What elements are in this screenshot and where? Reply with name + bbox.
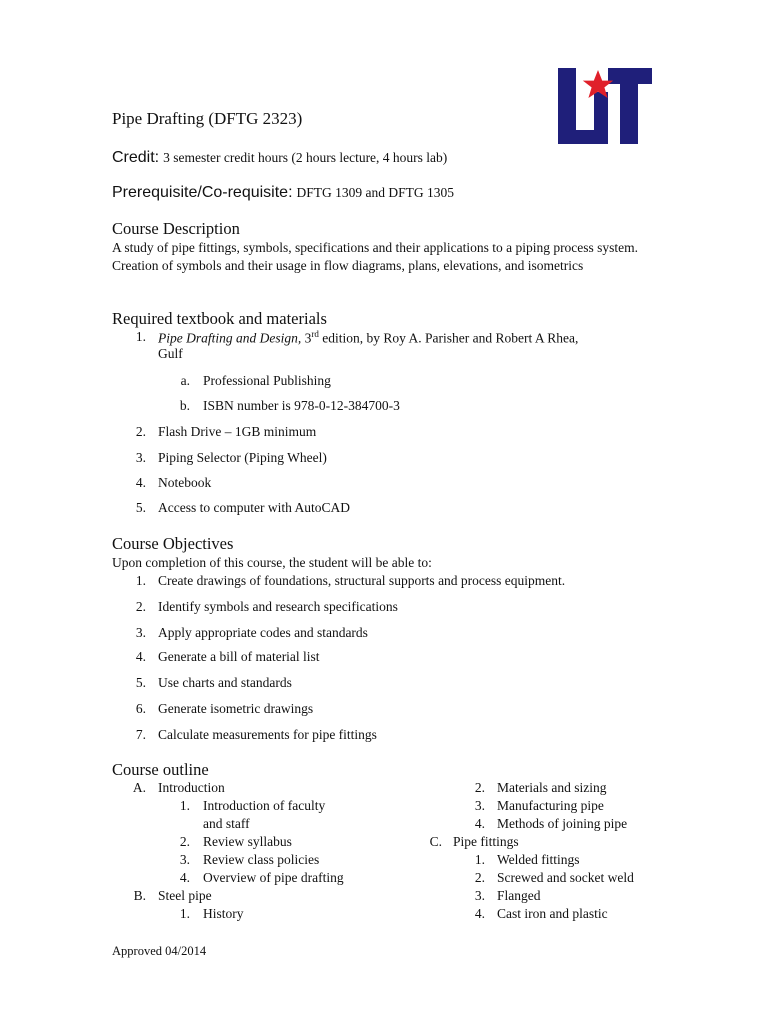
subitem-text: Professional Publishing: [203, 373, 331, 388]
list-number: 1.: [474, 852, 485, 867]
list-number: 1.: [135, 329, 146, 344]
approved-date: Approved 04/2014: [112, 944, 207, 958]
item-text: Notebook: [158, 475, 212, 490]
textbook-item-text: [158, 329, 578, 347]
list-number: 3.: [474, 888, 485, 903]
list-number: 3.: [179, 852, 190, 867]
list-number: 4.: [179, 870, 190, 885]
list-marker: b.: [179, 398, 190, 413]
list-number: 4.: [135, 649, 146, 664]
list-marker: a.: [180, 373, 190, 388]
list-number: 3.: [135, 450, 146, 465]
book-title: Pipe Drafting and Design,: [158, 330, 302, 346]
outline-text: Review class policies: [203, 852, 320, 867]
outline-text: Manufacturing pipe: [497, 798, 604, 813]
list-number: 3.: [135, 625, 146, 640]
outline-text: Steel pipe: [158, 888, 212, 903]
item-text: Use charts and standards: [158, 675, 292, 690]
list-number: 2.: [474, 870, 485, 885]
list-number: 2.: [179, 834, 190, 849]
prereq-label: Prerequisite/Co-requisite:: [112, 184, 293, 201]
prereq-value: DFTG 1309 and DFTG 1305: [296, 185, 455, 200]
logo-t-stem: [620, 68, 638, 144]
list-number: 4.: [474, 816, 485, 831]
outline-text: Methods of joining pipe: [497, 816, 628, 831]
item-text: Apply appropriate codes and standards: [158, 625, 368, 640]
book-rest: edition, by Roy A. Parisher and Robert A Rhea,: [318, 330, 579, 346]
textbook-heading: Required textbook and materials: [112, 309, 327, 328]
outline-text: History: [203, 906, 244, 921]
item-text: Calculate measurements for pipe fittings: [158, 727, 377, 742]
credit-label: Credit:: [112, 149, 160, 166]
outline-text: Introduction: [158, 780, 225, 795]
list-number: 6.: [135, 701, 146, 716]
list-number: 4.: [135, 475, 146, 490]
description-text: A study of pipe fittings, symbols, specifications and their applications to a piping process system. Creation of symbols and their usage in flow diagrams, plans, elevations, and isometrics: [112, 240, 639, 273]
outline-text: Flanged: [497, 888, 541, 903]
prereq-line: [112, 184, 454, 202]
section-letter: A.: [132, 780, 146, 795]
item-text: Generate isometric drawings: [158, 701, 314, 716]
list-number: 2.: [474, 780, 485, 795]
item-text: Access to computer with AutoCAD: [158, 500, 350, 515]
outline-text: and staff: [203, 816, 250, 831]
list-number: 4.: [474, 906, 485, 921]
item-text: Generate a bill of material list: [158, 649, 320, 664]
item-text: Piping Selector (Piping Wheel): [158, 450, 327, 465]
logo-l-foot: [558, 130, 594, 144]
outline-text: Pipe fittings: [453, 834, 519, 849]
book-edition-num: 3: [301, 330, 312, 346]
list-number: 1.: [179, 906, 190, 921]
credit-value: 3 semester credit hours (2 hours lecture, 4 hours lab): [163, 150, 448, 165]
list-number: 5.: [135, 500, 146, 515]
credit-line: [112, 149, 447, 167]
outline-text: Introduction of faculty: [203, 798, 326, 813]
list-number: 5.: [135, 675, 146, 690]
list-number: 1.: [179, 798, 190, 813]
objectives-intro: Upon completion of this course, the student will be able to:: [112, 555, 432, 570]
list-number: 3.: [474, 798, 485, 813]
list-number: 7.: [135, 727, 146, 742]
description-heading: Course Description: [112, 219, 240, 238]
item-text: Identify symbols and research specifications: [158, 599, 398, 614]
page-title: Pipe Drafting (DFTG 2323): [112, 109, 303, 128]
subitem-text: ISBN number is 978-0-12-384700-3: [203, 398, 400, 413]
section-letter: C.: [429, 834, 442, 849]
item-text: Create drawings of foundations, structural supports and process equipment.: [158, 573, 566, 588]
outline-text: Welded fittings: [497, 852, 580, 867]
item-text: Flash Drive – 1GB minimum: [158, 424, 317, 439]
lit-logo: [558, 68, 652, 144]
section-letter: B.: [133, 888, 146, 903]
outline-text: Review syllabus: [203, 834, 292, 849]
outline-text: Cast iron and plastic: [497, 906, 608, 921]
objectives-heading: Course Objectives: [112, 534, 234, 553]
logo-i-stem: [594, 92, 608, 144]
outline-text: Overview of pipe drafting: [203, 870, 344, 885]
outline-text: Screwed and socket weld: [497, 870, 634, 885]
book-edition-sup: rd: [311, 329, 319, 339]
list-number: 2.: [135, 424, 146, 439]
list-number: 1.: [135, 573, 146, 588]
textbook-item-1-wrap: Gulf: [158, 346, 183, 361]
outline-heading: Course outline: [112, 760, 209, 779]
outline-text: Materials and sizing: [497, 780, 607, 795]
list-number: 2.: [135, 599, 146, 614]
